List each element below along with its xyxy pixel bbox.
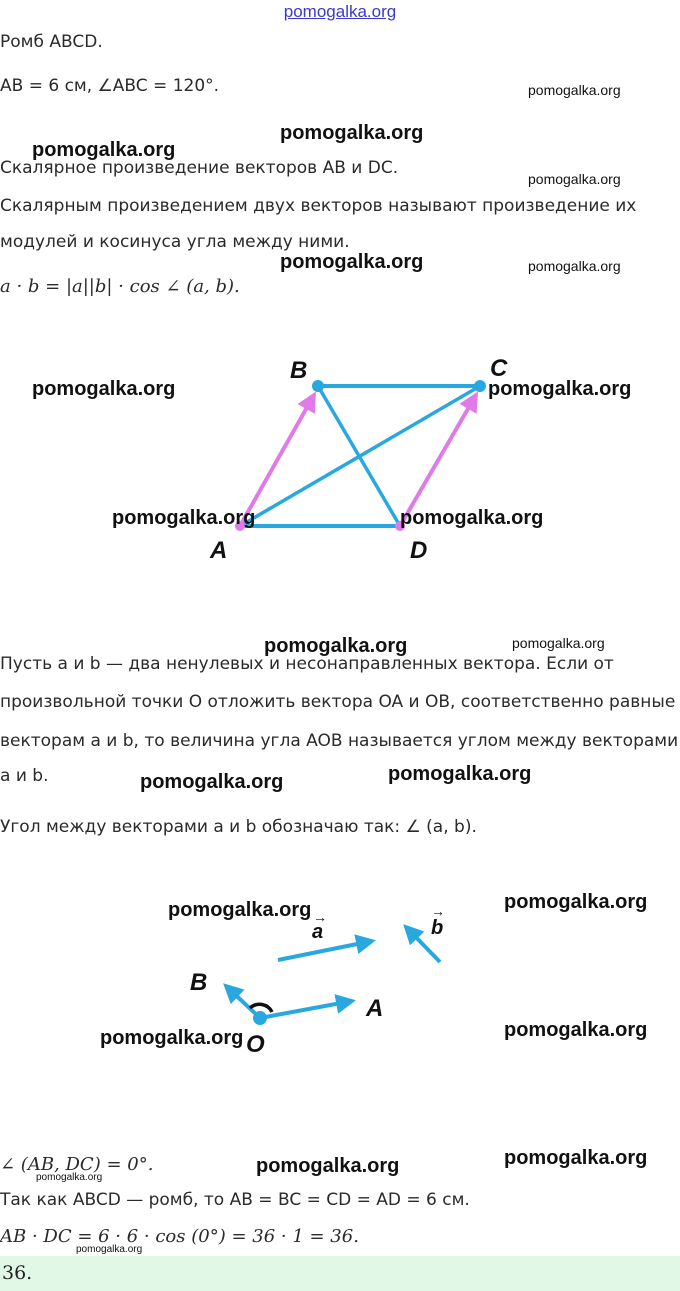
label-point-a: A bbox=[366, 995, 384, 1022]
angle-definition-line-3: векторам a и b, то величина угла AOB называется углом между векторами bbox=[0, 731, 679, 751]
angle-notation: Угол между векторами a и b обозначаю так: ∠ (a, b). bbox=[0, 817, 477, 837]
watermark: pomogalka.org bbox=[280, 251, 424, 273]
problem-task: Скалярное произведение векторов AB и DC. bbox=[0, 158, 399, 178]
watermark: pomogalka.org bbox=[112, 507, 256, 529]
watermark: pomogalka.org bbox=[100, 1027, 244, 1049]
angle-definition-line-2: произвольной точки O отложить вектора OA и OB, соответственно равные bbox=[0, 692, 676, 712]
watermark: pomogalka.org bbox=[528, 171, 621, 187]
definition-line-2: модулей и косинуса угла между ними. bbox=[0, 232, 350, 252]
watermark: pomogalka.org bbox=[280, 122, 424, 144]
label-d: D bbox=[410, 537, 428, 564]
point-o bbox=[253, 1011, 267, 1025]
watermark: pomogalka.org bbox=[400, 507, 544, 529]
watermark: pomogalka.org bbox=[168, 899, 312, 921]
watermark: pomogalka.org bbox=[76, 1244, 143, 1255]
scalar-product-formula: a · b = |a||b| · cos ∠ (a, b). bbox=[0, 276, 240, 297]
site-link[interactable]: pomogalka.org bbox=[283, 2, 397, 21]
label-vec-a-arrow: → bbox=[313, 909, 327, 925]
watermark: pomogalka.org bbox=[264, 635, 408, 657]
watermark: pomogalka.org bbox=[528, 258, 621, 274]
vector-ob bbox=[226, 986, 260, 1018]
label-vec-b-arrow: → bbox=[431, 903, 445, 919]
label-point-o: O bbox=[246, 1031, 265, 1058]
watermark: pomogalka.org bbox=[36, 1172, 103, 1183]
label-vec-b: b bbox=[431, 917, 444, 939]
watermark: pomogalka.org bbox=[32, 139, 176, 161]
definition-line-1: Скалярным произведением двух векторов называют произведение их bbox=[0, 196, 637, 216]
label-b: B bbox=[290, 357, 308, 384]
watermark: pomogalka.org bbox=[388, 763, 532, 785]
answer-value: 36. bbox=[2, 1262, 33, 1284]
rhombus-figure bbox=[0, 340, 680, 570]
angle-definition-line-1: Пусть a и b — два ненулевых и несонаправленных вектора. Если от bbox=[0, 654, 614, 674]
point-c bbox=[474, 380, 486, 392]
vector-a bbox=[278, 941, 372, 960]
watermark: pomogalka.org bbox=[488, 378, 632, 400]
watermark: pomogalka.org bbox=[504, 1019, 648, 1041]
angle-result: ∠ (AB, DC) = 0°. bbox=[0, 1154, 154, 1175]
label-c: C bbox=[490, 355, 508, 382]
diagonal-bd bbox=[318, 386, 400, 526]
label-a: A bbox=[210, 537, 228, 564]
vector-oa bbox=[260, 1001, 352, 1018]
label-vec-a: a bbox=[312, 921, 324, 943]
watermark: pomogalka.org bbox=[528, 82, 621, 98]
watermark: pomogalka.org bbox=[512, 635, 605, 651]
point-b bbox=[312, 380, 324, 392]
dot-product-calculation: AB · DC = 6 · 6 · cos (0°) = 36 · 1 = 36. bbox=[0, 1226, 359, 1247]
label-point-b: B bbox=[190, 969, 208, 996]
watermark: pomogalka.org bbox=[140, 771, 284, 793]
answer-box bbox=[0, 1256, 680, 1291]
watermark: pomogalka.org bbox=[504, 1147, 648, 1169]
watermark: pomogalka.org bbox=[256, 1155, 400, 1177]
problem-given-shape: Ромб ABCD. bbox=[0, 32, 103, 52]
watermark: pomogalka.org bbox=[504, 891, 648, 913]
problem-given-values: AB = 6 см, ∠ABC = 120°. bbox=[0, 76, 220, 96]
angle-definition-line-4: a и b. bbox=[0, 766, 49, 786]
watermark: pomogalka.org bbox=[32, 378, 176, 400]
rhombus-sides: Так как ABCD — ромб, то AB = BC = CD = AD = 6 см. bbox=[0, 1190, 470, 1210]
